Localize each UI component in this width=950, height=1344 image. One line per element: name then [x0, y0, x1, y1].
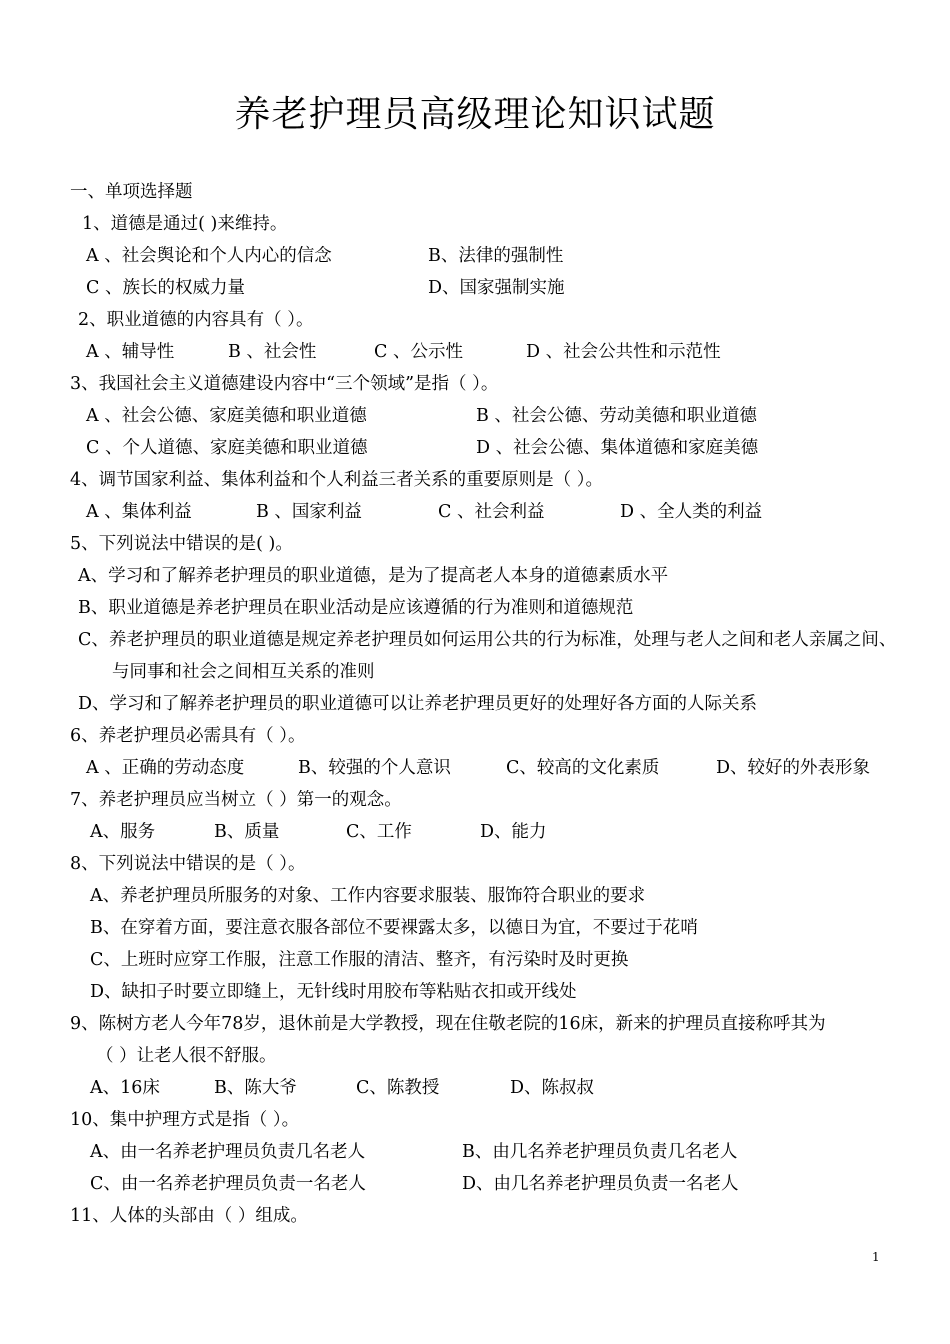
q7-option-c: C、工作 — [346, 822, 412, 842]
q3-option-a: A 、社会公德、家庭美德和职业道德 — [86, 406, 367, 426]
q1-option-b: B、法律的强制性 — [428, 246, 564, 266]
q8-option-a: A、养老护理员所服务的对象、工作内容要求服装、服饰符合职业的要求 — [90, 886, 646, 906]
question-5: 5、下列说法中错误的是( )。 — [70, 534, 293, 554]
q7-option-a: A、服务 — [90, 822, 156, 842]
question-9-line1: 9、陈树方老人今年78岁，退休前是大学教授，现在住敬老院的16床，新来的护理员直接称呼其为 — [70, 1014, 826, 1034]
q2-option-b: B 、社会性 — [228, 342, 317, 362]
q7-option-d: D、能力 — [480, 822, 547, 842]
q2-option-a: A 、辅导性 — [86, 342, 175, 362]
q6-option-a: A 、正确的劳动态度 — [86, 758, 245, 778]
q6-option-b: B、较强的个人意识 — [298, 758, 451, 778]
q4-option-a: A 、集体利益 — [86, 502, 192, 522]
q4-option-d: D 、全人类的利益 — [620, 502, 763, 522]
q6-option-c: C、较高的文化素质 — [506, 758, 660, 778]
q3-option-c: C 、个人道德、家庭美德和职业道德 — [86, 438, 368, 458]
q6-option-d: D、较好的外表形象 — [716, 758, 871, 778]
question-1: 1、道德是通过( )来维持。 — [82, 214, 288, 234]
q1-option-d: D、国家强制实施 — [428, 278, 565, 298]
q7-option-b: B、质量 — [214, 822, 280, 842]
q5-option-a: A、学习和了解养老护理员的职业道德，是为了提高老人本身的道德素质水平 — [78, 566, 669, 586]
question-7: 7、养老护理员应当树立（ ）第一的观念。 — [70, 790, 402, 810]
question-10: 10、集中护理方式是指（ ）。 — [70, 1110, 300, 1130]
q9-option-a: A、16床 — [90, 1078, 160, 1098]
question-4: 4、调节国家利益、集体利益和个人利益三者关系的重要原则是（ ）。 — [70, 470, 603, 490]
q9-option-c: C、陈教授 — [356, 1078, 440, 1098]
q1-option-a: A 、社会舆论和个人内心的信念 — [86, 246, 332, 266]
question-9-line2: （ ）让老人很不舒服。 — [96, 1046, 277, 1066]
q10-option-b: B、由几名养老护理员负责几名老人 — [462, 1142, 738, 1162]
q5-option-d: D、学习和了解养老护理员的职业道德可以让养老护理员更好的处理好各方面的人际关系 — [78, 694, 758, 714]
q4-option-b: B 、国家利益 — [256, 502, 362, 522]
question-8: 8、下列说法中错误的是（ ）。 — [70, 854, 306, 874]
q2-option-d: D 、社会公共性和示范性 — [526, 342, 721, 362]
q8-option-d: D、缺扣子时要立即缝上，无针线时用胶布等粘贴衣扣或开线处 — [90, 982, 577, 1002]
q2-option-c: C 、公示性 — [374, 342, 463, 362]
q5-option-c-line1: C、养老护理员的职业道德是规定养老护理员如何运用公共的行为标准，处理与老人之间和老人亲属之间、 — [78, 630, 897, 650]
q3-option-b: B 、社会公德、劳动美德和职业道德 — [476, 406, 757, 426]
section-heading: 一、单项选择题 — [70, 182, 193, 202]
q8-option-b: B、在穿着方面，要注意衣服各部位不要裸露太多，以德日为宜，不要过于花哨 — [90, 918, 698, 938]
question-11: 11、人体的头部由（ ）组成。 — [70, 1206, 308, 1226]
q10-option-d: D、由几名养老护理员负责一名老人 — [462, 1174, 739, 1194]
q5-option-c-line2: 与同事和社会之间相互关系的准则 — [112, 662, 375, 682]
question-2: 2、职业道德的内容具有（ ）。 — [78, 310, 314, 330]
q9-option-d: D、陈叔叔 — [510, 1078, 595, 1098]
q5-option-b: B、职业道德是养老护理员在职业活动是应该遵循的行为准则和道德规范 — [78, 598, 634, 618]
q10-option-a: A、由一名养老护理员负责几名老人 — [90, 1142, 366, 1162]
document-title: 养老护理员高级理论知识试题 — [234, 94, 716, 135]
question-6: 6、养老护理员必需具有（ ）。 — [70, 726, 306, 746]
q10-option-c: C、由一名养老护理员负责一名老人 — [90, 1174, 366, 1194]
q4-option-c: C 、社会利益 — [438, 502, 545, 522]
question-3: 3、我国社会主义道德建设内容中“三个领域”是指（ ）。 — [70, 374, 499, 394]
q8-option-c: C、上班时应穿工作服，注意工作服的清洁、整齐，有污染时及时更换 — [90, 950, 629, 970]
q3-option-d: D 、社会公德、集体道德和家庭美德 — [476, 438, 759, 458]
q9-option-b: B、陈大爷 — [214, 1078, 297, 1098]
q1-option-c: C 、族长的权威力量 — [86, 278, 245, 298]
page-number: 1 — [872, 1250, 880, 1264]
